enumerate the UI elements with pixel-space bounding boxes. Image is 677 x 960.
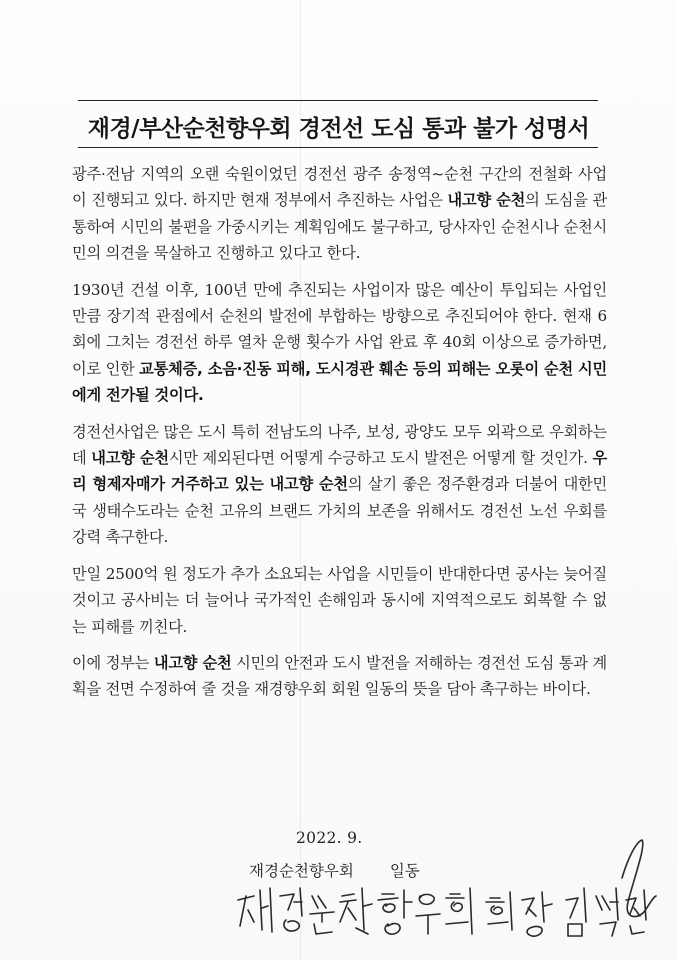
paragraph-text: 이에 정부는: [72, 653, 154, 672]
paragraph-text: 의 살기 좋은 정주환경과 더불어 대한민국 생태수도라는 순천 고유의 브랜드 가치의 보존을 위해서도 경전선 노선 우회를 강력 촉구한다.: [72, 475, 607, 547]
title-rule-top: [78, 100, 598, 101]
title-rule-bottom: [78, 147, 598, 148]
paragraph-text: 경전선사업은 많은 도시 특히 전남도의 나주, 보성, 광양도 모두 외곽으로 우회하는데: [72, 422, 607, 468]
paragraph-text: 1930년 건설 이후, 100년 만에 추진되는 사업이자 많은 예산이 투입되는 사업인 만큼 장기적 관점에서 순천의 발전에 부합하는 방향으로 추진되어야 한다. 현재 6회에 그치는 경전선 하루 열차 운행 횟수가 사업 완료 후 40회 이상으로 증가하면, 이로 인한: [72, 280, 607, 378]
paragraph-text: 시민의 안전과 도시 발전을 저해하는 경전선 도심 통과 계획을 전면 수정하여 줄 것을 재경향우회 회원 일동의 뜻을 담아 촉구하는 바이다.: [72, 653, 607, 699]
paragraph-text: 만일 2500억 원 정도가 추가 소요되는 사업을 시민들이 반대한다면 공사는 늦어질 것이고 공사비는 더 늘어나 국가적인 손해임과 동시에 지역적으로도 회복할 수 없는 피해를 끼친다.: [72, 564, 607, 636]
emphasized-text: 교통체증, 소음·진동 피해, 도시경관 훼손 등의 피해는 오롯이 순천 시민에게 전가될 것이다.: [72, 359, 607, 405]
statement-paragraph: [72, 277, 607, 409]
document-title: 재경/부산순천향우회 경전선 도심 통과 불가 성명서: [87, 116, 590, 142]
issuer-suffix: 일동: [389, 862, 420, 880]
statement-paragraph: [72, 561, 607, 640]
issue-date: 2022. 9.: [296, 829, 363, 847]
statement-body: [72, 161, 607, 713]
paragraph-text: 의 도심을 관통하여 시민의 불편을 가중시키는 계획임에도 불구하고, 당사자인 순천시나 순천시민의 의견을 묵살하고 진행하고 있다고 한다.: [72, 191, 607, 263]
emphasized-text: 내고향 순천: [153, 653, 232, 672]
statement-paragraph: [72, 650, 607, 703]
statement-paragraph: [72, 419, 607, 551]
paragraph-text: 시만 제외된다면 어떻게 수긍하고 도시 발전은 어떻게 할 것인가.: [168, 449, 593, 468]
statement-paragraph: [72, 161, 607, 267]
issuer-name: 재경순천향우회: [249, 862, 354, 880]
handwritten-signature: [232, 838, 662, 948]
emphasized-text: 내고향 순천: [447, 191, 526, 210]
paragraph-text: 광주·전남 지역의 오랜 숙원이었던 경전선 광주 송정역~순천 구간의 전철화 사업이 진행되고 있다. 하지만 현재 정부에서 추진하는 사업은: [72, 165, 607, 210]
emphasized-text: 내고향 순천: [91, 449, 169, 468]
emphasized-text: 우리 형제자매가 거주하고 있는 내고향 순천: [72, 449, 607, 494]
